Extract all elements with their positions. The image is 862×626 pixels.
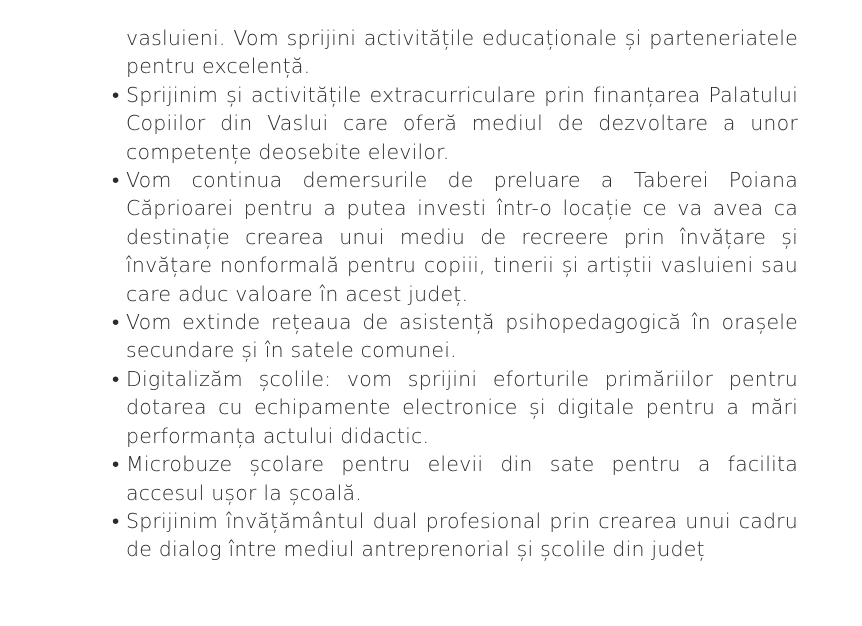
list-item-text: Sprijinim învățământul dual profesional prin crearea unui cadru de dialog între mediul antreprenorial și școlile din județ: [126, 508, 798, 562]
list-item: [112, 507, 798, 564]
list-item: [112, 81, 798, 166]
list-item: [112, 166, 798, 308]
bullet-icon: •: [112, 452, 120, 477]
list-item-text: Vom extinde rețeaua de asistență psihopedagogică în orașele secundare și în satele comunei.: [126, 310, 798, 363]
list-item-text: Microbuze școlare pentru elevii din sate pentru a facilita accesul ușor la școală.: [126, 452, 798, 505]
bullet-icon: •: [112, 366, 120, 391]
bullet-icon: •: [112, 310, 120, 335]
bullet-icon: •: [112, 168, 120, 193]
list-item: [112, 450, 798, 507]
list-item-text: Sprijinim și activitățile extracurriculare prin finanțarea Palatului Copiilor din Vaslui care oferă mediul de dezvoltare a unor competențe deosebite elevilor.: [126, 82, 798, 164]
intro-paragraph: vasluieni. Vom sprijini activitățile educaționale și parteneriatele pentru excelență.: [126, 26, 798, 79]
bullet-icon: •: [112, 82, 120, 107]
bullet-list: [112, 81, 798, 564]
list-item: [112, 308, 798, 365]
list-item-text: Digitalizăm școlile: vom sprijini eforturile primăriilor pentru dotarea cu echipamente electronice și digitale pentru a mări performanța actului didactic.: [126, 366, 798, 448]
list-item: [112, 365, 798, 450]
document-page: [112, 24, 798, 564]
list-item-text: Vom continua demersurile de preluare a Taberei Poiana Căprioarei pentru a putea investi într-o locație ce va avea ca destinație crearea unui mediu de recreere prin învățare și învățare nonformală pentru copiii, tinerii și artiștii vasluieni sau care aduc valoare în acest județ.: [126, 168, 798, 306]
bullet-icon: •: [112, 508, 120, 533]
